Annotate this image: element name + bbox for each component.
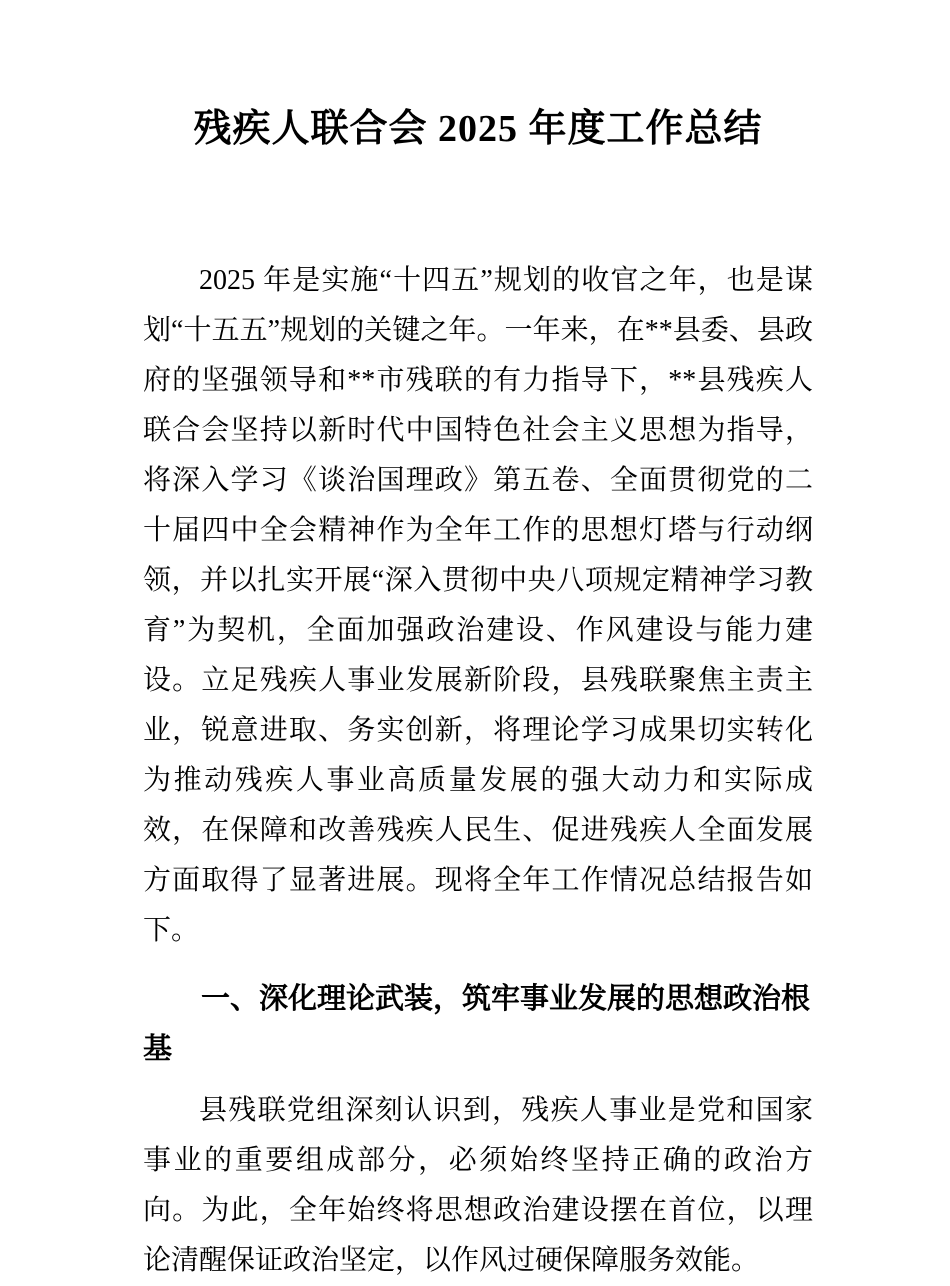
section-1-paragraph: 县残联党组深刻认识到，残疾人事业是党和国家事业的重要组成部分，必须始终坚持正确的政治方向。为此，全年始终将思想政治建设摆在首位，以理论清醒保证政治坚定，以作风过硬保障服务效能。 [143,1095,813,1276]
intro-paragraph: 2025 年是实施“十四五”规划的收官之年，也是谋划“十五五”规划的关键之年。一年来，在**县委、县政府的坚强领导和**市残联的有力指导下，**县残疾人联合会坚持以新时代中国特色社会主义思想为指导，将深入学习《谈治国理政》第五卷、全面贯彻党的二十届四中全会精神作为全年工作的思想灯塔与行动纲领，并以扎实开展“深入贯彻中央八项规定精神学习教育”为契机，全面加强政治建设、作风建设与能力建设。立足残疾人事业发展新阶段，县残联聚焦主责主业，锐意进取、务实创新，将理论学习成果切实转化为推动残疾人事业高质量发展的强大动力和实际成效，在保障和改善残疾人民生、促进残疾人全面发展方面取得了显著进展。现将全年工作情况总结报告如下。 [143,265,813,946]
section-1-heading: 一、深化理论武装，筑牢事业发展的思想政治根基 [143,983,811,1065]
document-title: 残疾人联合会 2025 年度工作总结 [193,108,763,150]
